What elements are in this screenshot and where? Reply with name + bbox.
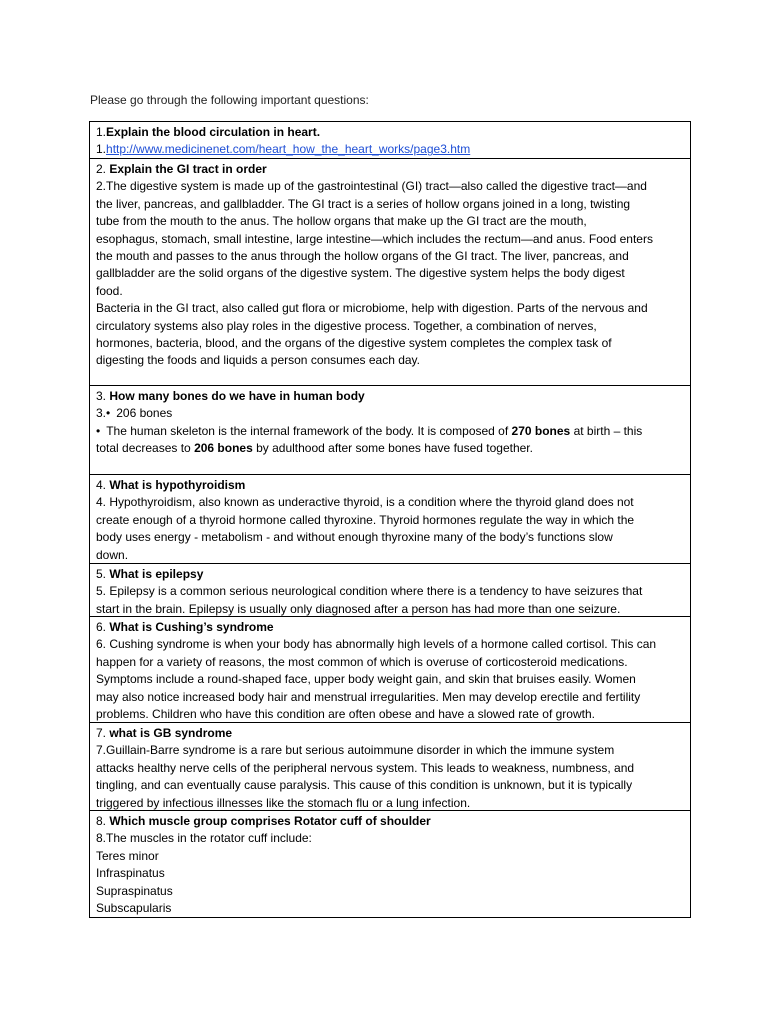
answer-line: attacks healthy nerve cells of the peripheral nervous system. This leads to weakness, numbness, and	[96, 760, 635, 775]
answer-line: tingling, and can eventually cause paralysis. This cause of this condition is unknown, but it is typically	[96, 778, 633, 793]
bullet-icon: •	[96, 423, 101, 438]
question-heading: 8. Which muscle group comprises Rotator cuff of shoulder	[96, 814, 431, 828]
question-row-2	[90, 159, 690, 386]
question-text: What is hypothyroidism	[109, 478, 246, 492]
list-item: Infraspinatus	[96, 866, 165, 881]
questions-table	[89, 121, 691, 918]
answer-line: problems. Children who have this condition are often obese and have a slowed rate of growth.	[96, 706, 595, 721]
answer-line: food.	[96, 283, 123, 298]
question-text: What is epilepsy	[109, 567, 204, 581]
answer-line: create enough of a thyroid hormone called thyroxine. Thyroid hormones regulate the way in which the	[96, 512, 635, 527]
answer-line: tube from the mouth to the anus. The hollow organs that make up the GI tract are the mouth,	[96, 214, 587, 229]
question-text: Which muscle group comprises Rotator cuff of shoulder	[109, 814, 431, 828]
question-text: Explain the blood circulation in heart.	[106, 125, 321, 139]
answer-line: triggered by infectious illnesses like the stomach flu or a lung infection.	[96, 795, 471, 810]
question-heading: 1.Explain the blood circulation in heart.	[96, 125, 321, 139]
answer-line: esophagus, stomach, small intestine, large intestine—which includes the rectum—and anus. Food enters	[96, 231, 653, 246]
answer-line: down.	[96, 547, 129, 562]
question-row-1	[90, 122, 690, 159]
answer-line: 5. Epilepsy is a common serious neurological condition where there is a tendency to have seizures that	[96, 584, 643, 599]
question-heading: 5. What is epilepsy	[96, 567, 204, 581]
question-heading: 7. what is GB syndrome	[96, 726, 233, 740]
answer-line: circulatory systems also play roles in the digestive process. Together, a combination of nerves,	[96, 318, 597, 333]
question-text: Explain the GI tract in order	[109, 162, 267, 176]
bullet-icon: •	[106, 406, 111, 421]
answer-line: happen for a variety of reasons, the most common of which is overuse of corticosteroid medications.	[96, 654, 628, 669]
answer-line: body uses energy - metabolism - and without enough thyroxine many of the body’s functions slow	[96, 530, 613, 545]
question-heading: 4. What is hypothyroidism	[96, 478, 246, 492]
answer-line: • The human skeleton is the internal framework of the body. It is composed of 270 bones at birth – this	[96, 423, 643, 438]
answer-line: 7.Guillain-Barre syndrome is a rare but serious autoimmune disorder in which the immune system	[96, 743, 615, 758]
answer-line: 3.• 206 bones	[96, 406, 173, 421]
answer-line: Symptoms include a round-shaped face, upper body weight gain, and skin that bruises easily. Women	[96, 672, 636, 687]
answer-line: 2.The digestive system is made up of the gastrointestinal (GI) tract—also called the digestive tract—and	[96, 179, 647, 194]
answer-line: 1.http://www.medicinenet.com/heart_how_the_heart_works/page3.htm	[96, 142, 471, 157]
heart-works-link[interactable]: http://www.medicinenet.com/heart_how_the_heart_works/page3.htm	[106, 142, 471, 157]
answer-line: 4. Hypothyroidism, also known as underactive thyroid, is a condition where the thyroid gland does not	[96, 495, 634, 510]
question-row-7	[90, 723, 690, 811]
answer-line: hormones, bacteria, blood, and the organs of the digestive system completes the complex task of	[96, 335, 612, 350]
list-item: Teres minor	[96, 848, 159, 863]
question-heading: 6. What is Cushing’s syndrome	[96, 620, 274, 634]
answer-line: may also notice increased body hair and menstrual irregularities. Men may develop erectile and fertility	[96, 689, 641, 704]
question-row-8	[90, 811, 690, 917]
answer-line: the mouth and passes to the anus through the hollow organs of the GI tract. The liver, pancreas, and	[96, 248, 629, 263]
answer-line: gallbladder are the solid organs of the digestive system. The digestive system helps the body digest	[96, 266, 625, 281]
question-row-3	[90, 386, 690, 475]
question-row-6	[90, 617, 690, 723]
question-text: How many bones do we have in human body	[109, 389, 365, 403]
question-heading: 2. Explain the GI tract in order	[96, 162, 267, 176]
answer-line: start in the brain. Epilepsy is usually only diagnosed after a person has had more than one seizure.	[96, 601, 621, 616]
answer-line: Bacteria in the GI tract, also called gut flora or microbiome, help with digestion. Parts of the nervous and	[96, 301, 648, 316]
question-text: What is Cushing’s syndrome	[109, 620, 274, 634]
question-row-4	[90, 475, 690, 564]
intro-text: Please go through the following important questions:	[90, 93, 369, 107]
answer-line: 8.The muscles in the rotator cuff include:	[96, 831, 312, 846]
answer-line: digesting the foods and liquids a person consumes each day.	[96, 353, 420, 368]
answer-line: 6. Cushing syndrome is when your body has abnormally high levels of a hormone called cortisol. This can	[96, 637, 657, 652]
question-row-5	[90, 564, 690, 617]
question-heading: 3. How many bones do we have in human body	[96, 389, 365, 403]
answer-line: the liver, pancreas, and gallbladder. The GI tract is a series of hollow organs joined in a long, twisting	[96, 196, 631, 211]
question-text: what is GB syndrome	[109, 726, 233, 740]
list-item: Subscapularis	[96, 900, 172, 915]
answer-line: total decreases to 206 bones by adulthood after some bones have fused together.	[96, 441, 533, 456]
list-item: Supraspinatus	[96, 883, 173, 898]
